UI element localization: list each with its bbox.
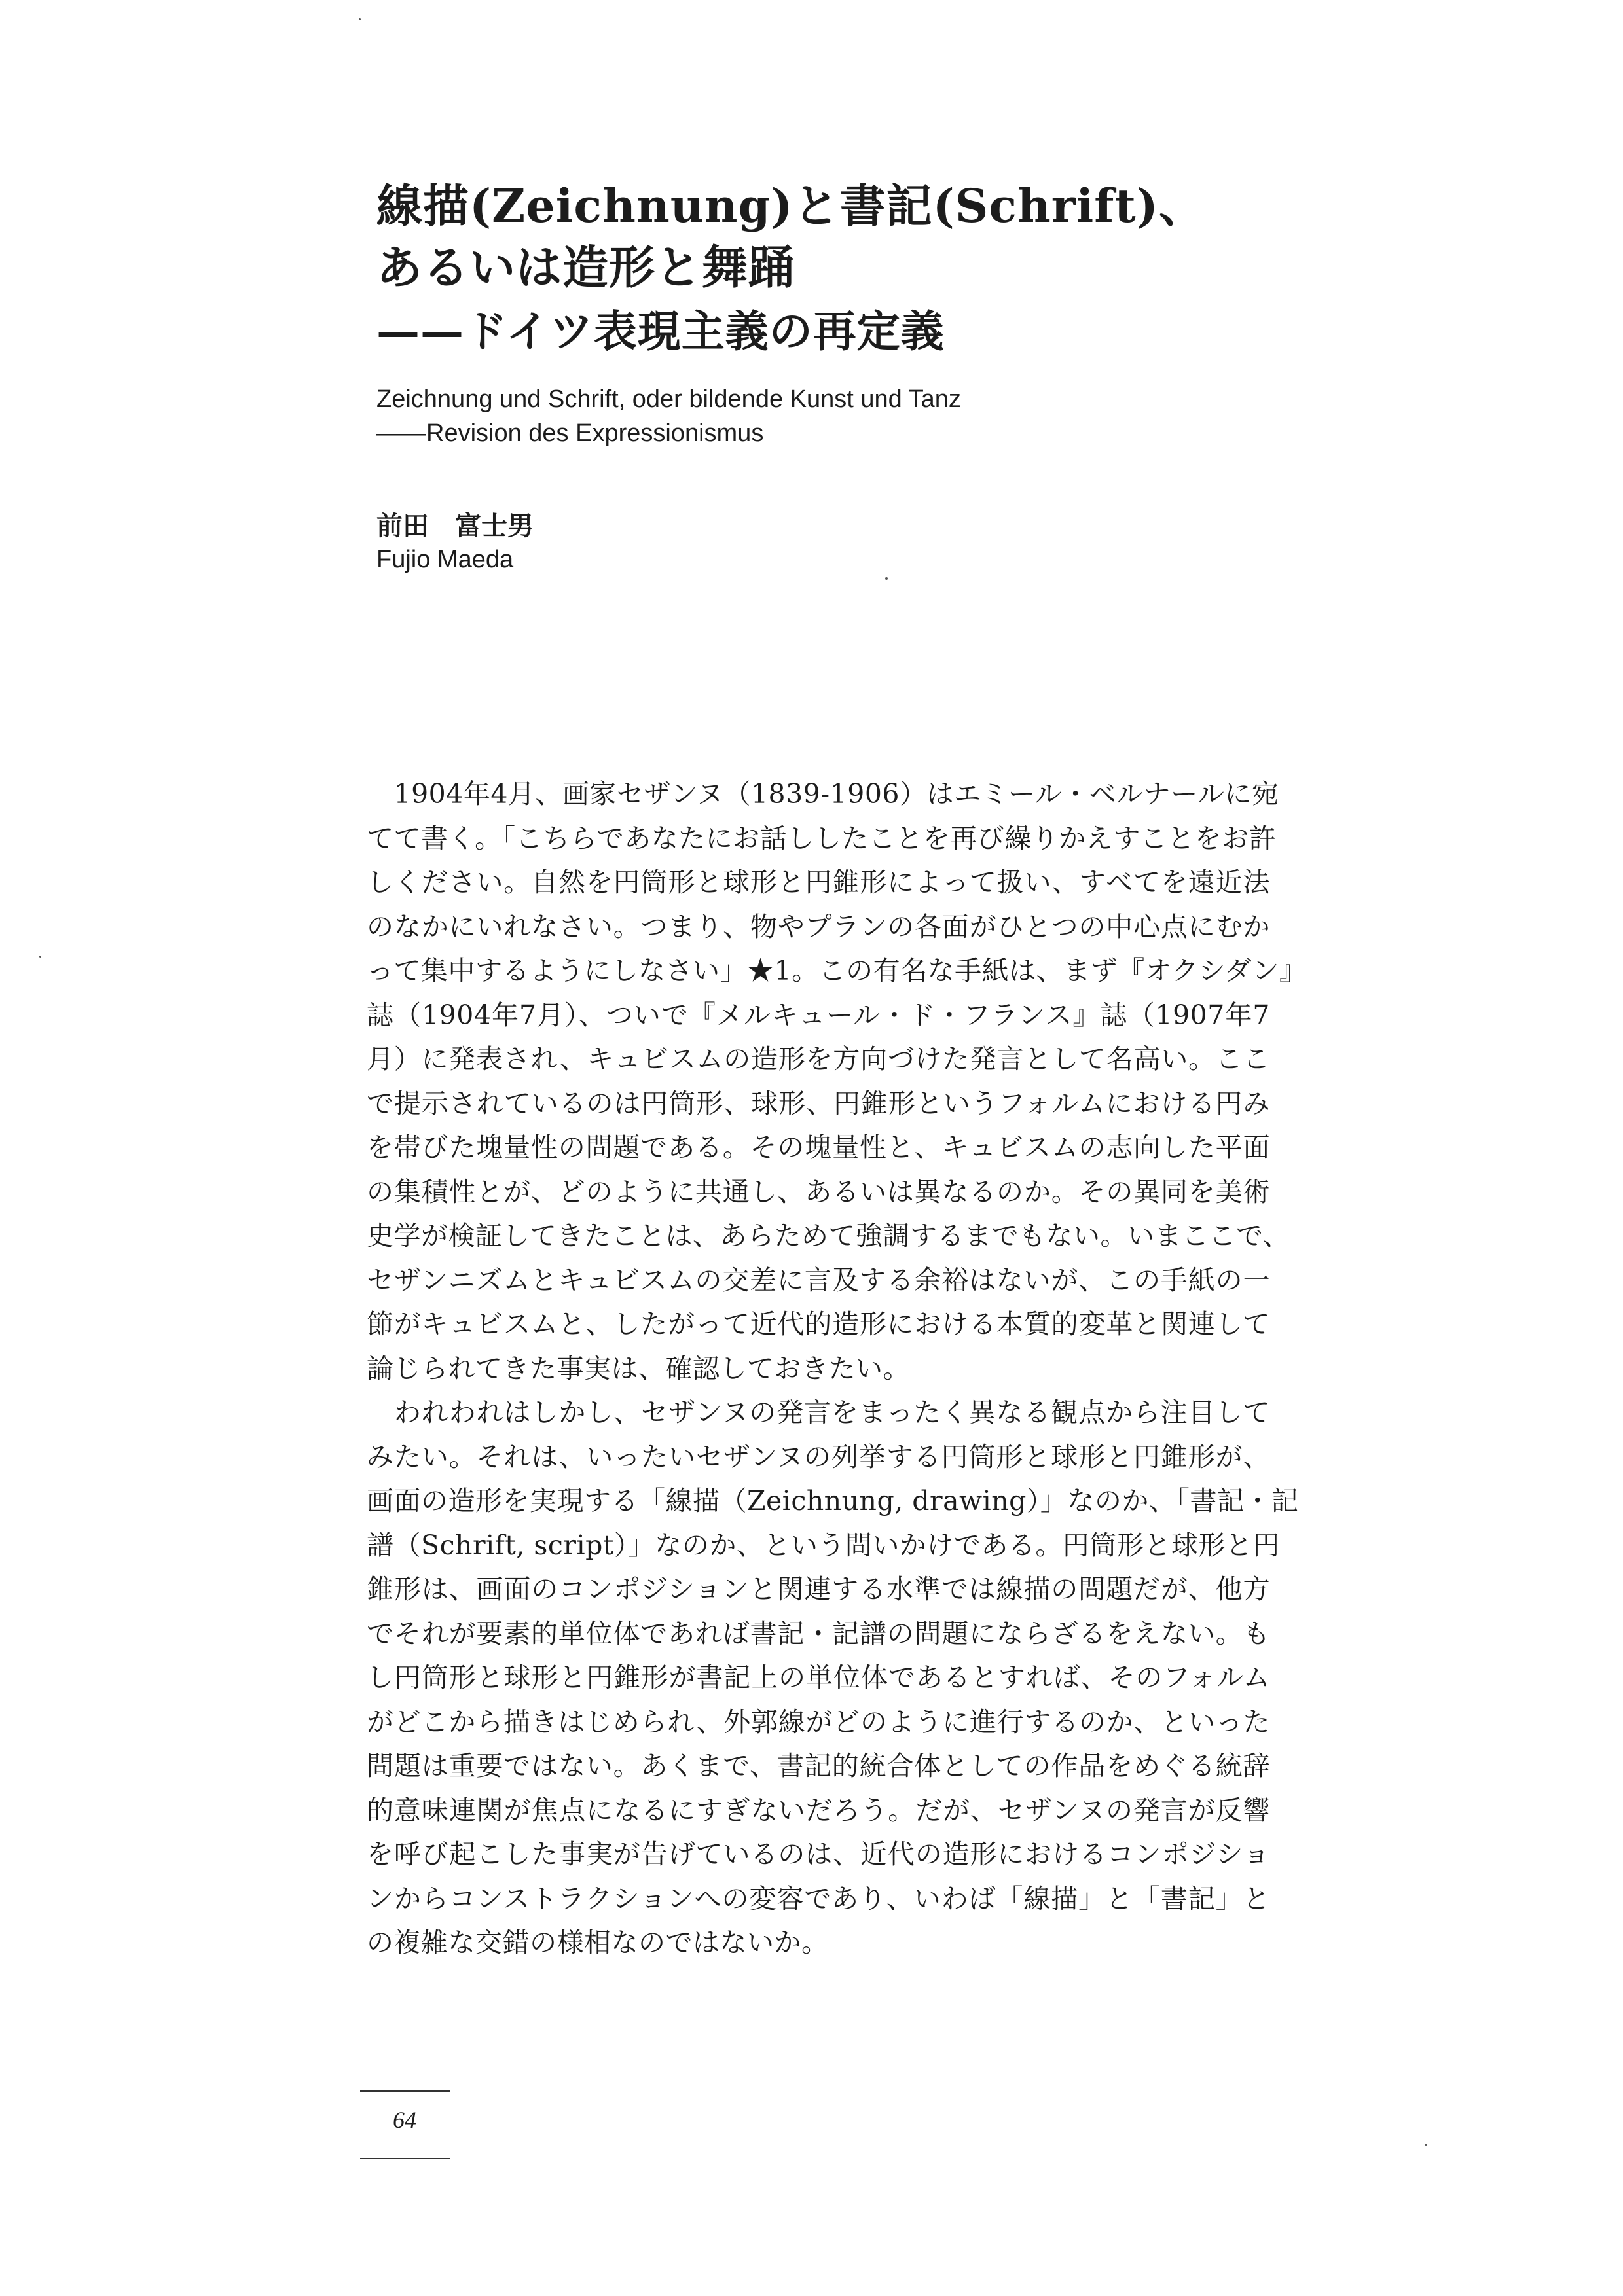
body-line: でそれが要素的単位体であれば書記・記譜の問題にならざるをえない。も [367, 1617, 1270, 1649]
scan-speck [1425, 2144, 1427, 2146]
body-line: 錐形は、画面のコンポジションと関連する水準では線描の問題だが、他方 [367, 1573, 1270, 1605]
article-title-line-1: 線描(Zeichnung)と書記(Schrift)、 [376, 179, 1205, 233]
body-line: しください。自然を円筒形と球形と円錐形によって扱い、すべてを遠近法 [367, 867, 1270, 898]
body-line: 画面の造形を実現する「線描（Zeichnung, drawing）」なのか、「書記・記 [367, 1485, 1299, 1516]
body-line: のなかにいれなさい。つまり、物やプランの各面がひとつの中心点にむか [367, 910, 1270, 942]
folio-rule-top [360, 2090, 450, 2092]
body-line: がどこから描きはじめられ、外郭線がどのように進行するのか、といった [367, 1706, 1270, 1738]
article-title-line-2: あるいは造形と舞踊 [376, 240, 795, 295]
scan-speck [885, 577, 888, 580]
body-line: で提示されているのは円筒形、球形、円錐形というフォルムにおける円み [367, 1087, 1270, 1119]
page-number: 64 [393, 2107, 416, 2133]
body-line: の集積性とが、どのように共通し、あるいは異なるのか。その異同を美術 [367, 1175, 1270, 1208]
german-title-line-1: Zeichnung und Schrift, oder bildende Kunst und Tanz [376, 386, 961, 413]
article-title-block [376, 175, 1489, 361]
body-line: 史学が検証してきたことは、あらためて強調するまでもない。いまここで、 [367, 1220, 1290, 1251]
body-line: ンからコンストラクションへの変容であり、いわば「線描」と「書記」と [367, 1882, 1270, 1914]
body-line: 問題は重要ではない。あくまで、書記的統合体としての作品をめぐる統辞 [367, 1750, 1270, 1782]
body-line: 月）に発表され、キュビスムの造形を方向づけた発言として名高い。ここ [367, 1043, 1270, 1075]
body-line: みたい。それは、いったいセザンヌの列挙する円筒形と球形と円錐形が、 [367, 1441, 1270, 1473]
body-line: 1904年4月、画家セザンヌ（1839-1906）はエミール・ベルナールに宛 [367, 778, 1279, 810]
body-line: 論じられてきた事実は、確認しておきたい。 [367, 1352, 910, 1384]
body-line: し円筒形と球形と円錐形が書記上の単位体であるとすれば、そのフォルム [367, 1662, 1270, 1693]
body-line: って集中するようにしなさい」★1。この有名な手紙は、まず『オクシダン』 [367, 955, 1307, 986]
body-line: 誌（1904年7月）、ついで『メルキュール・ド・フランス』誌（1907年7 [367, 999, 1270, 1031]
author-name-japanese: 前田 富士男 [376, 511, 534, 541]
body-line: を呼び起こした事実が告げているのは、近代の造形におけるコンポジショ [367, 1839, 1270, 1870]
german-title-line-2: ——Revision des Expressionismus [376, 420, 764, 447]
author-name-roman: Fujio Maeda [376, 546, 514, 573]
body-line: を帯びた塊量性の問題である。その塊量性と、キュビスムの志向した平面 [367, 1132, 1270, 1163]
body-line: セザンニズムとキュビスムの交差に言及する余裕はないが、この手紙の一 [367, 1264, 1270, 1296]
body-line: の複雑な交錯の様相なのではないか。 [367, 1927, 829, 1958]
scan-speck [39, 956, 41, 958]
body-line: 譜（Schrift, script）」なのか、という問いかけである。円筒形と球形と円 [367, 1529, 1280, 1561]
body-line: てて書く。「こちらであなたにお話ししたことを再び繰りかえすことをお許 [367, 822, 1277, 854]
scan-speck [359, 18, 361, 20]
article-subtitle: ——ドイツ表現主義の再定義 [376, 306, 945, 357]
body-text [367, 772, 1307, 1965]
body-line: われわれはしかし、セザンヌの発言をまったく異なる観点から注目して [367, 1397, 1270, 1428]
body-line: 的意味連関が焦点になるにすぎないだろう。だが、セザンヌの発言が反響 [367, 1794, 1270, 1826]
german-title [376, 382, 961, 450]
folio-rule-bottom [360, 2158, 450, 2159]
body-line: 節がキュビスムと、したがって近代的造形における本質的変革と関連して [367, 1308, 1270, 1340]
